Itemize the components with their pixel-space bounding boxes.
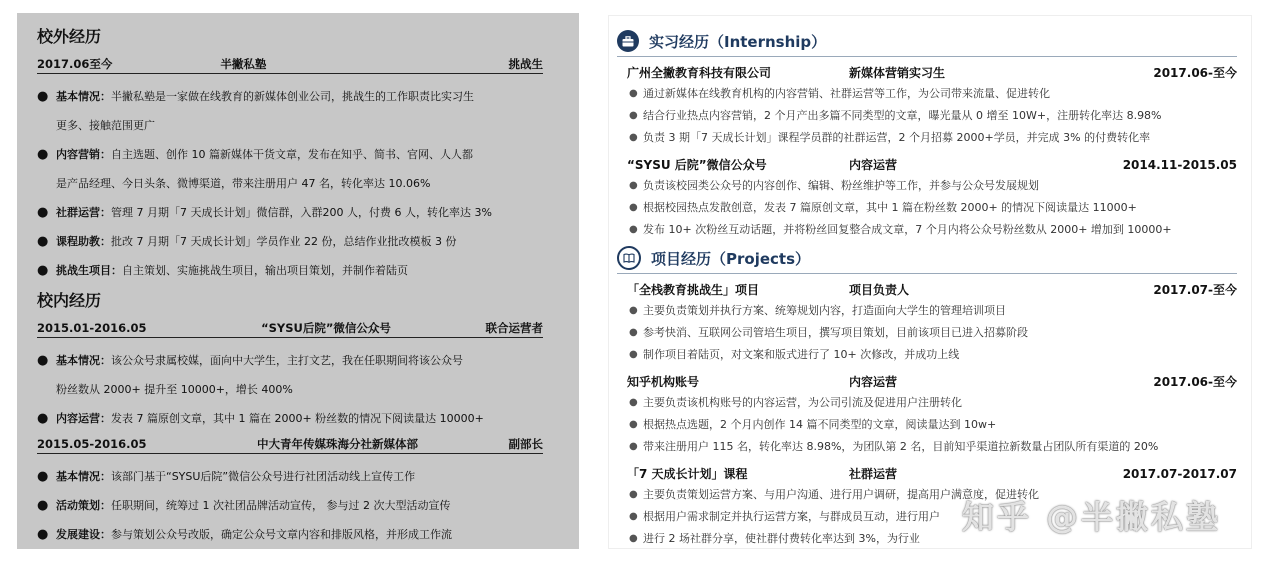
entry-date: 2017.06至今 bbox=[37, 57, 113, 71]
entry-header bbox=[617, 63, 1237, 83]
list-item: ● 主要负责策划运营方案、与用户沟通、进行用户调研，提高用户满意度，促进转化 bbox=[617, 484, 1237, 506]
entry-role: 副部长 bbox=[508, 437, 543, 451]
entry-date: 2017.06-至今 bbox=[1153, 66, 1237, 80]
entry-org: 广州全撇教育科技有限公司 bbox=[627, 66, 772, 80]
bullet-icon: ● bbox=[629, 511, 638, 522]
bullet-icon: ● bbox=[629, 202, 638, 213]
entry-role: 挑战生 bbox=[508, 57, 543, 71]
list-item: ● 带来注册用户 115 名，转化率达 8.98%，为团队第 2 名，目前知乎渠道拉新数量占团队所有渠道的 20% bbox=[617, 436, 1237, 458]
briefcase-icon bbox=[617, 30, 639, 52]
bullet-icon: ● bbox=[37, 527, 49, 542]
bullet-icon: ● bbox=[629, 327, 638, 338]
bullet-icon: ● bbox=[629, 110, 638, 121]
bullet-icon: ● bbox=[629, 441, 638, 452]
entry-role: 项目负责人 bbox=[849, 283, 910, 297]
list-item: ● 根据校园热点发散创意，发表 7 篇原创文章，其中 1 篇在粉丝数 2000+ 的情况下阅读量达 11000+ bbox=[617, 197, 1237, 219]
entry-role: 社群运营 bbox=[849, 467, 898, 481]
entry-org: 「全栈教育挑战生」项目 bbox=[627, 283, 760, 297]
section-header-projects bbox=[617, 243, 1237, 274]
bullet-icon: ● bbox=[37, 89, 49, 104]
bullet-icon: ● bbox=[37, 498, 49, 513]
list-item: ● 课程助教：批改 7 月期「7 天成长计划」学员作业 22 份，总结作业批改模板 3 份 bbox=[37, 227, 543, 256]
list-item: 是产品经理、今日头条、微博渠道，带来注册用户 47 名，转化率达 10.06% bbox=[56, 177, 431, 190]
bullet-icon: ● bbox=[629, 489, 638, 500]
entry-role: 新媒体营销实习生 bbox=[849, 66, 946, 80]
entry-header bbox=[37, 53, 543, 74]
bullet-icon: ● bbox=[629, 533, 638, 544]
entry-date: 2014.11-2015.05 bbox=[1122, 158, 1237, 172]
entry-org: 知乎机构账号 bbox=[627, 375, 700, 389]
section-title: 校内经历 bbox=[37, 291, 102, 310]
entry-org: 半撇私塾 bbox=[220, 57, 267, 71]
entry-role: 内容运营 bbox=[849, 158, 898, 172]
bullet-icon: ● bbox=[629, 132, 638, 143]
list-item: ● 内容运营：发表 7 篇原创文章，其中 1 篇在 2000+ 粉丝数的情况下阅读量达 10000+ bbox=[37, 404, 543, 433]
bullet-icon: ● bbox=[37, 263, 49, 278]
bullet-icon: ● bbox=[629, 397, 638, 408]
bullet-icon: ● bbox=[37, 205, 49, 220]
list-item: ● 基本情况：该公众号隶属校媒，面向中大学生，主打文艺，我在任职期间将该公众号 bbox=[37, 346, 543, 375]
book-icon bbox=[617, 246, 641, 270]
list-item: ● 内容营销：自主选题、创作 10 篇新媒体干货文章，发布在知乎、简书、官网、人人都 bbox=[37, 140, 543, 169]
entry-date: 2017.07-至今 bbox=[1153, 283, 1237, 297]
bullet-icon: ● bbox=[629, 305, 638, 316]
left-resume-panel bbox=[17, 13, 579, 549]
section-title: 校外经历 bbox=[37, 27, 102, 46]
list-item: ● 发展建设：参与策划公众号改版，确定公众号文章内容和排版风格，并形成工作流 bbox=[37, 520, 543, 549]
bullet-icon: ● bbox=[37, 411, 49, 426]
bullet-icon: ● bbox=[37, 147, 49, 162]
list-item: ● 负责 3 期「7 天成长计划」课程学员群的社群运营，2 个月招募 2000+学员，并完成 3% 的付费转化率 bbox=[617, 127, 1237, 149]
section-header-internship bbox=[617, 26, 1237, 57]
list-item: 更多、接触范围更广 bbox=[56, 119, 155, 132]
entry-header bbox=[617, 280, 1237, 300]
list-item: ● 根据热点选题，2 个月内创作 14 篇不同类型的文章，阅读量达到 10w+ bbox=[617, 414, 1237, 436]
entry-date: 2015.01-2016.05 bbox=[37, 321, 147, 335]
entry-header bbox=[617, 155, 1237, 175]
entry-org: “SYSU后院”微信公众号 bbox=[261, 321, 391, 335]
list-item: ● 参考快消、互联网公司管培生项目，撰写项目策划，目前该项目已进入招募阶段 bbox=[617, 322, 1237, 344]
list-item: ● 发布 10+ 次粉丝互动话题，并将粉丝回复整合成文章，7 个月内将公众号粉丝数从 2000+ 增加到 10000+ bbox=[617, 219, 1237, 241]
bullet-icon: ● bbox=[629, 224, 638, 235]
list-item: ● 负责该校园类公众号的内容创作、编辑、粉丝维护等工作，并参与公众号发展规划 bbox=[617, 175, 1237, 197]
list-item: ● 社群运营：管理 7 月期「7 天成长计划」微信群，入群200 人，付费 6 人，转化率达 3% bbox=[37, 198, 543, 227]
entry-header bbox=[617, 372, 1237, 392]
entry-org: 「7 天成长计划」课程 bbox=[627, 467, 748, 481]
bullet-icon: ● bbox=[629, 180, 638, 191]
entry-date: 2017.06-至今 bbox=[1153, 375, 1237, 389]
list-item: ● 制作项目着陆页，对文案和版式进行了 10+ 次修改，并成功上线 bbox=[617, 344, 1237, 366]
list-item: 粉丝数从 2000+ 提升至 10000+，增长 400% bbox=[56, 383, 293, 396]
bullet-icon: ● bbox=[37, 353, 49, 368]
list-item: ● 基本情况：该部门基于“SYSU后院”微信公众号进行社团活动线上宣传工作 bbox=[37, 462, 543, 491]
list-item: ● 结合行业热点内容营销，2 个月产出多篇不同类型的文章，曝光量从 0 增至 10W+，注册转化率达 8.98% bbox=[617, 105, 1237, 127]
list-item: ● 通过新媒体在线教育机构的内容营销、社群运营等工作，为公司带来流量、促进转化 bbox=[617, 83, 1237, 105]
list-item: ● 进行 2 场社群分享，使社群付费转化率达到 3%，为行业 bbox=[617, 528, 1237, 549]
section-title: 实习经历（Internship） bbox=[649, 32, 827, 51]
list-item: ● 主要负责策划并执行方案、统筹规划内容，打造面向大学生的管理培训项目 bbox=[617, 300, 1237, 322]
entry-date: 2015.05-2016.05 bbox=[37, 437, 147, 451]
list-item: ● 主要负责该机构账号的内容运营，为公司引流及促进用户注册转化 bbox=[617, 392, 1237, 414]
entry-role: 内容运营 bbox=[849, 375, 898, 389]
entry-header bbox=[37, 433, 543, 454]
bullet-icon: ● bbox=[629, 349, 638, 360]
right-resume-panel bbox=[608, 15, 1252, 549]
entry-header bbox=[37, 317, 543, 338]
entry-header bbox=[617, 464, 1237, 484]
entry-role: 联合运营者 bbox=[485, 321, 543, 335]
section-title: 项目经历（Projects） bbox=[651, 249, 811, 268]
list-item: ● 根据用户需求制定并执行运营方案，与群成员互动，进行用户 bbox=[617, 506, 1237, 528]
list-item: ● 活动策划：任职期间，统筹过 1 次社团品牌活动宣传， 参与过 2 次大型活动宣传 bbox=[37, 491, 543, 520]
list-item: ● 基本情况：半撇私塾是一家做在线教育的新媒体创业公司，挑战生的工作职责比实习生 bbox=[37, 82, 543, 111]
bullet-icon: ● bbox=[37, 234, 49, 249]
bullet-icon: ● bbox=[629, 419, 638, 430]
bullet-icon: ● bbox=[37, 469, 49, 484]
bullet-icon: ● bbox=[629, 88, 638, 99]
watermark: 知乎 @半撇私塾 bbox=[961, 498, 1221, 536]
list-item: ● 挑战生项目：自主策划、实施挑战生项目，输出项目策划，并制作着陆页 bbox=[37, 256, 543, 285]
entry-date: 2017.07-2017.07 bbox=[1122, 467, 1237, 481]
entry-org: 中大青年传媒珠海分社新媒体部 bbox=[257, 437, 419, 451]
entry-org: “SYSU 后院”微信公众号 bbox=[627, 158, 767, 172]
